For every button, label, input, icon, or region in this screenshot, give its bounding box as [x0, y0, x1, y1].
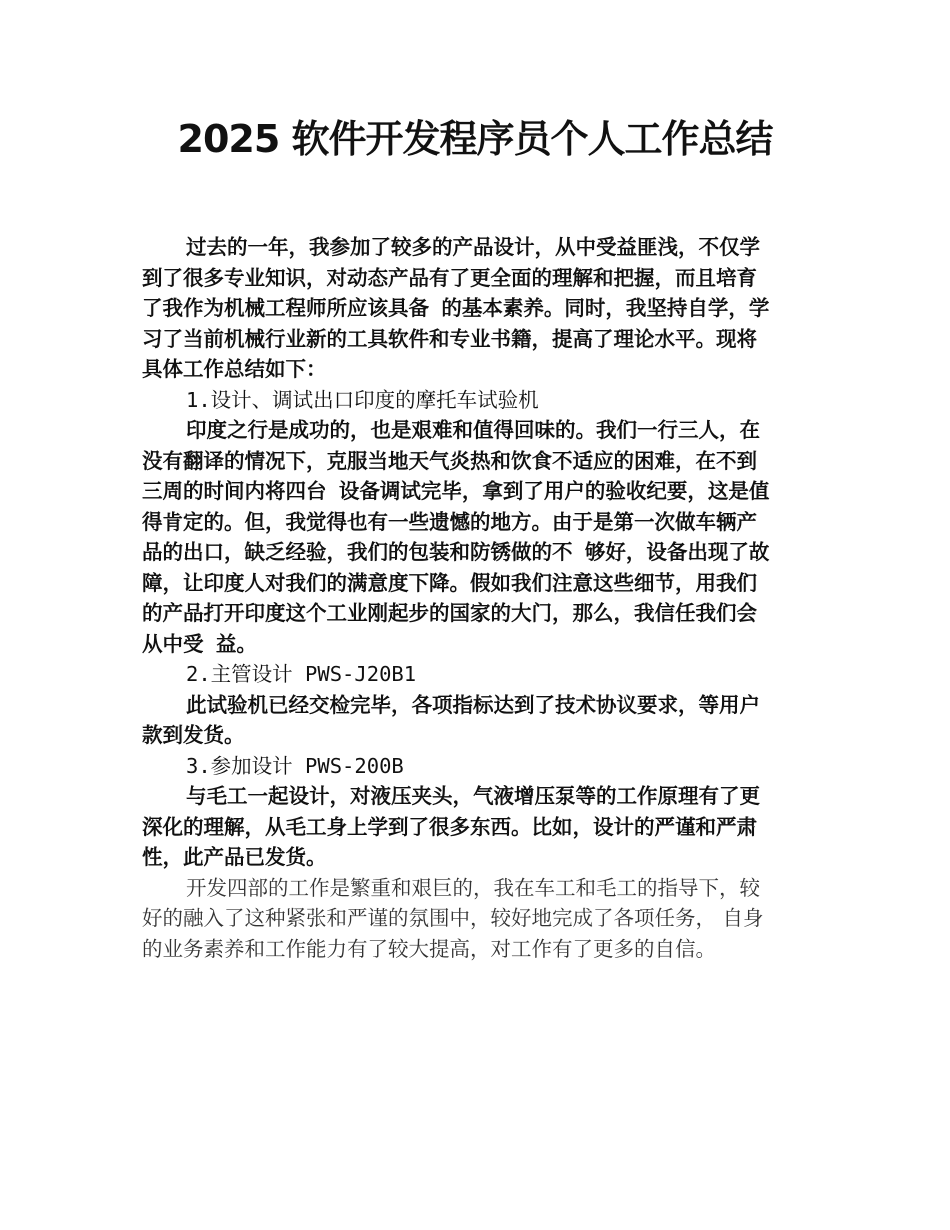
paragraph-line: 过去的一年，我参加了较多的产品设计，从中受益匪浅，不仅学	[186, 235, 760, 259]
section-heading: 1.设计、调试出口印度的摩托车试验机	[186, 387, 539, 412]
paragraph-line: 具体工作总结如下：	[142, 357, 327, 381]
paragraph-line: 了我作为机械工程师所应该具备 的基本素养。同时，我坚持自学，学	[142, 296, 770, 320]
paragraph-line: 从中受 益。	[142, 631, 257, 656]
paragraph-line: 与毛工一起设计，对液压夹头，气液增压泵等的工作原理有了更	[186, 784, 760, 808]
paragraph-line: 习了当前机械行业新的工具软件和专业书籍，提高了理论水平。现将	[142, 326, 757, 351]
paragraph-line: 性，此产品已发货。	[142, 845, 327, 869]
paragraph-line: 深化的理解，从毛工身上学到了很多东西。比如，设计的严谨和严肃	[142, 814, 757, 839]
paragraph-line: 好的融入了这种紧张和严谨的氛围中，较好地完成了各项任务， 自身	[142, 906, 764, 930]
paragraph-line: 到了很多专业知识，对动态产品有了更全面的理解和把握，而且培育	[142, 265, 757, 290]
paragraph-line: 开发四部的工作是繁重和艰巨的，我在车工和毛工的指导下，较	[186, 875, 760, 900]
section-heading: 3.参加设计 PWS-200B	[186, 753, 404, 778]
paragraph-line: 得肯定的。但，我觉得也有一些遗憾的地方。由于是第一次做车辆产	[142, 509, 757, 534]
document-title: 2025 软件开发程序员个人工作总结	[177, 117, 773, 161]
paragraph-line: 品的出口，缺乏经验，我们的包装和防锈做的不 够好，设备出现了故	[142, 540, 770, 564]
paragraph-line: 障，让印度人对我们的满意度下降。假如我们注意这些细节，用我们	[142, 570, 757, 595]
section-heading: 2.主管设计 PWS-J20B1	[186, 662, 417, 686]
paragraph-line: 的产品打开印度这个工业刚起步的国家的大门，那么，我信任我们会	[142, 601, 757, 625]
paragraph-line: 三周的时间内将四台 设备调试完毕，拿到了用户的验收纪要，这是值	[142, 479, 770, 503]
paragraph-line: 款到发货。	[142, 723, 245, 747]
document-body	[142, 232, 808, 964]
paragraph-line: 的业务素养和工作能力有了较大提高，对工作有了更多的自信。	[142, 936, 716, 961]
paragraph-line: 此试验机已经交检完毕，各项指标达到了技术协议要求，等用户	[186, 692, 760, 717]
paragraph-line: 印度之行是成功的，也是艰难和值得回味的。我们一行三人，在	[186, 418, 760, 442]
paragraph-line: 没有翻译的情况下，克服当地天气炎热和饮食不适应的困难，在不到	[142, 448, 757, 473]
